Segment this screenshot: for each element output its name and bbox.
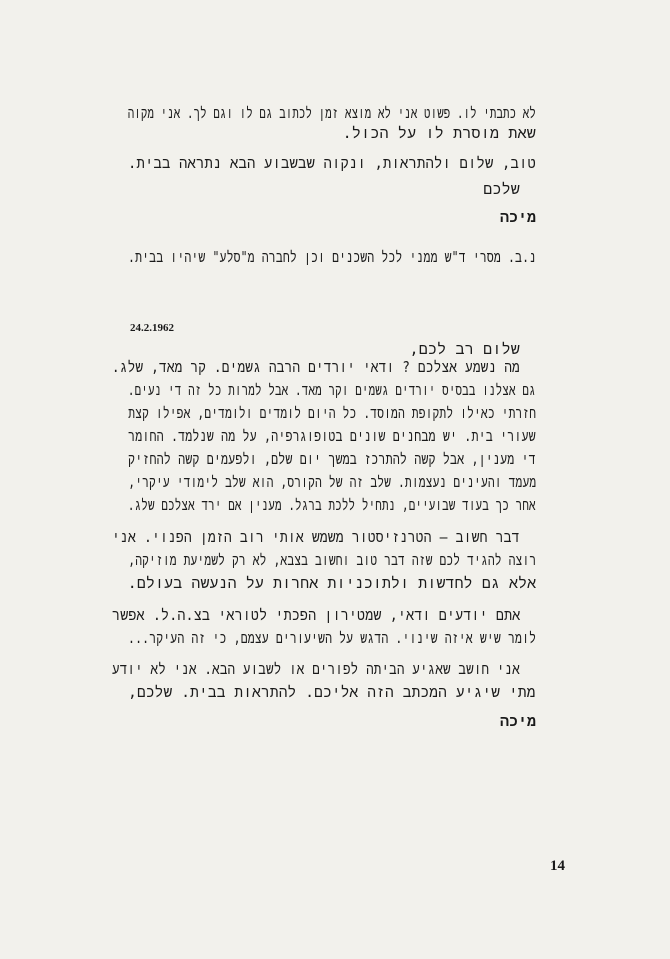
letter2-p3-line-2: לומר שיש איזה שינוי. הדגש על השיעורים עצמם, כי זה העיקר...	[127, 629, 536, 647]
letter2-p2-line-1: דבר חשוב — הטרנזיסטור משמש אותי רוב הזמן הפנוי. אני	[112, 528, 520, 546]
letter2-p2-line-2: רוצה להגיד לכם שזה דבר טוב וחשוב בצבא, לא רק לשמיעת מוזיקה,	[127, 551, 536, 569]
letter2-p1-line-6: מעמד והעינים נעצמות. שלב זה של הקורס, הוא שלב לימודי עיקרי,	[127, 473, 536, 491]
letter2-p3-line-1: אתם יודעים ודאי, שמטירון הפכתי לטוראי בצ.ה.ל. אפשר	[111, 606, 520, 624]
letter2-p1-line-7: אחר כך בעוד שבועיים, נתחיל ללכת ברגל. מענין אם ירד אצלכם שלג.	[128, 496, 536, 514]
letter1-closing: טוב, שלום ולהתראות, ונקוה שבשבוע הבא נתראה בבית.	[128, 154, 536, 172]
letter2-date: 24.2.1962	[130, 322, 174, 334]
letter2-signature: מיכה	[499, 712, 536, 730]
letter1-signature: מיכה	[499, 208, 536, 226]
letter2-p1-line-1: מה נשמע אצלכם ? ודאי יורדים הרבה גשמים. קר מאד, שלג.	[111, 358, 520, 376]
letter2-p4-line-1: אני חושב שאגיע הביתה לפורים או לשבוע הבא. אני לא יודע	[112, 660, 520, 678]
letter2-p1-line-5: די מענין, אבל קשה להתרכז במשך יום שלם, ולפעמים קשה להחזיק	[128, 450, 536, 468]
letter2-p1-line-4: שעורי בית. יש מבחנים שונים בטופוגרפיה, על מה שנלמד. החומר	[128, 427, 536, 445]
letter2-p4-line-2: מתי שיגיע המכתב הזה אליכם. להתראות בבית. שלכם,	[128, 683, 536, 701]
letter1-line-2: שאת מוסרת לו על הכול.	[342, 124, 536, 142]
letter2-greeting: שלום רב לכם,	[409, 340, 520, 358]
letter1-line-1: לא כתבתי לו. פשוט אני לא מוצא זמן לכתוב גם לו וגם לך. אני מקוה	[127, 104, 536, 122]
letter1-yours: שלכם	[483, 180, 520, 198]
letter2-p1-line-2: גם אצלנו בבסיס יורדים גשמים וקר מאד. אבל למרות כל זה די נעים.	[128, 381, 536, 399]
letter1-postscript: נ.ב. מסרי ד"ש ממני לכל השכנים וכן לחברה מ"סלע" שיהיו בבית.	[127, 248, 536, 266]
letter2-p1-line-3: חזרתי כאילו לתקופת המוסד. כל היום לומדים ולומדים, אפילו קצת	[128, 404, 536, 422]
page-number: 14	[550, 858, 565, 874]
letter2-p2-line-3: אלא גם לחדשות ולתוכניות אחרות על הנעשה בעולם.	[127, 574, 536, 592]
